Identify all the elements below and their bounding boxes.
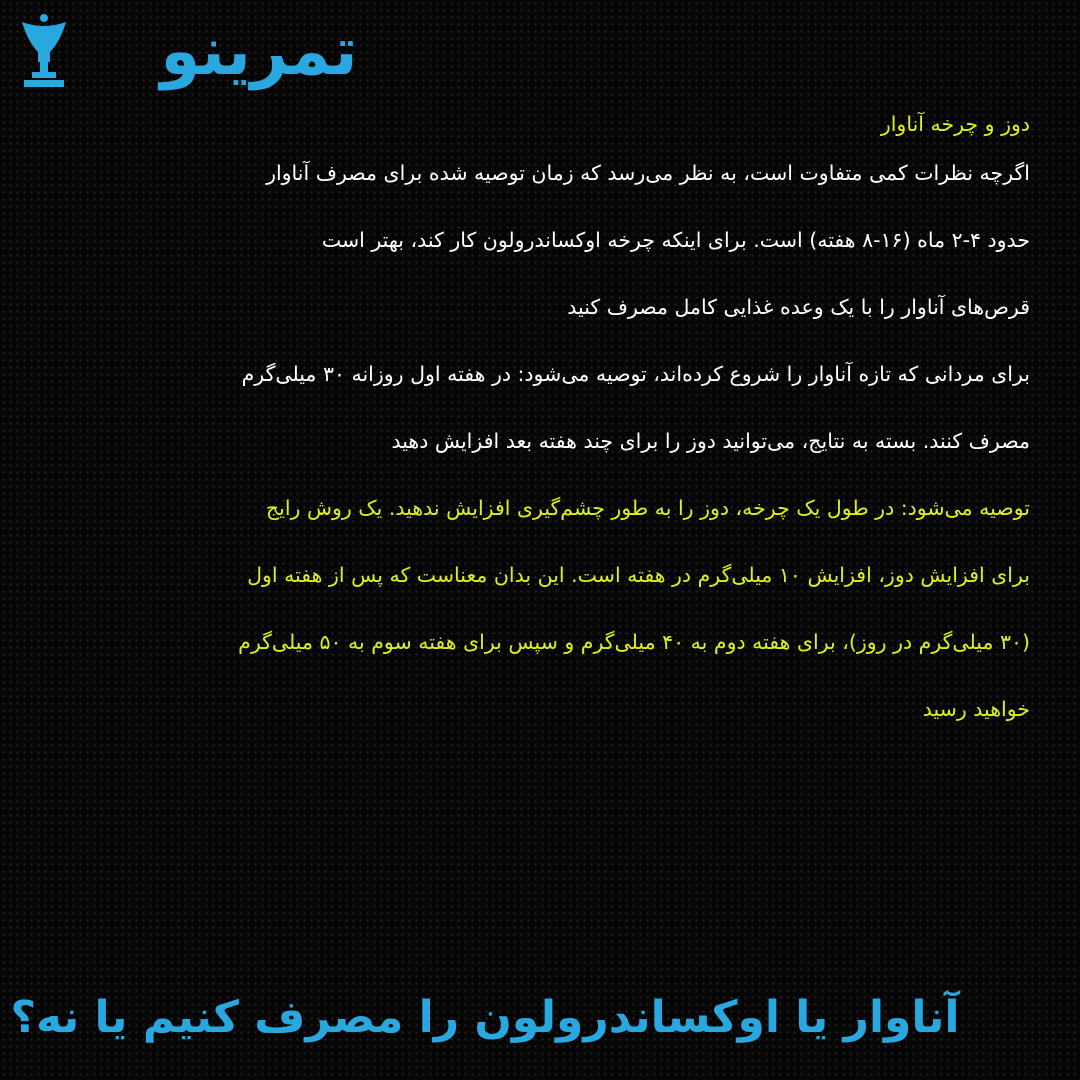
paragraph-1-line-2: حدود ۴-۲ ماه (۱۶-۸ هفته) است. برای اینکه چرخه اوکساندرولون کار کند، بهتر است	[321, 228, 1030, 252]
trophy-logo-icon	[14, 12, 74, 92]
footer-title: آناوار یا اوکساندرولون را مصرف کنیم یا نه؟	[10, 992, 960, 1043]
paragraph-3-line-2: برای افزایش دوز، افزایش ۱۰ میلی‌گرم در هفته است. این بدان معناست که پس از هفته اول	[247, 563, 1030, 587]
article-body	[50, 98, 1030, 751]
brand-name: تمرینو	[160, 13, 358, 91]
paragraph-2-line-1: برای مردانی که تازه آناوار را شروع کرده‌اند، توصیه می‌شود: در هفته اول روزانه ۳۰ میلی‌گرم	[241, 362, 1030, 386]
article-heading: دوز و چرخه آناوار	[880, 112, 1030, 136]
paragraph-3-line-4: خواهید رسید	[922, 697, 1030, 721]
paragraph-1-line-1: اگرچه نظرات کمی متفاوت است، به نظر می‌رسد که زمان توصیه شده برای مصرف آناوار	[266, 161, 1030, 185]
paragraph-1-line-3: قرص‌های آناوار را با یک وعده غذایی کامل مصرف کنید	[567, 295, 1030, 319]
paragraph-3-line-3: (۳۰ میلی‌گرم در روز)، برای هفته دوم به ۴۰ میلی‌گرم و سپس برای هفته سوم به ۵۰ میلی‌گرم	[238, 630, 1030, 654]
paragraph-2-line-2: مصرف کنند. بسته به نتایج، می‌توانید دوز را برای چند هفته بعد افزایش دهید	[391, 429, 1030, 453]
paragraph-3-line-1: توصیه می‌شود: در طول یک چرخه، دوز را به طور چشم‌گیری افزایش ندهید. یک روش رایج	[265, 496, 1030, 520]
brand-logo	[14, 6, 444, 98]
